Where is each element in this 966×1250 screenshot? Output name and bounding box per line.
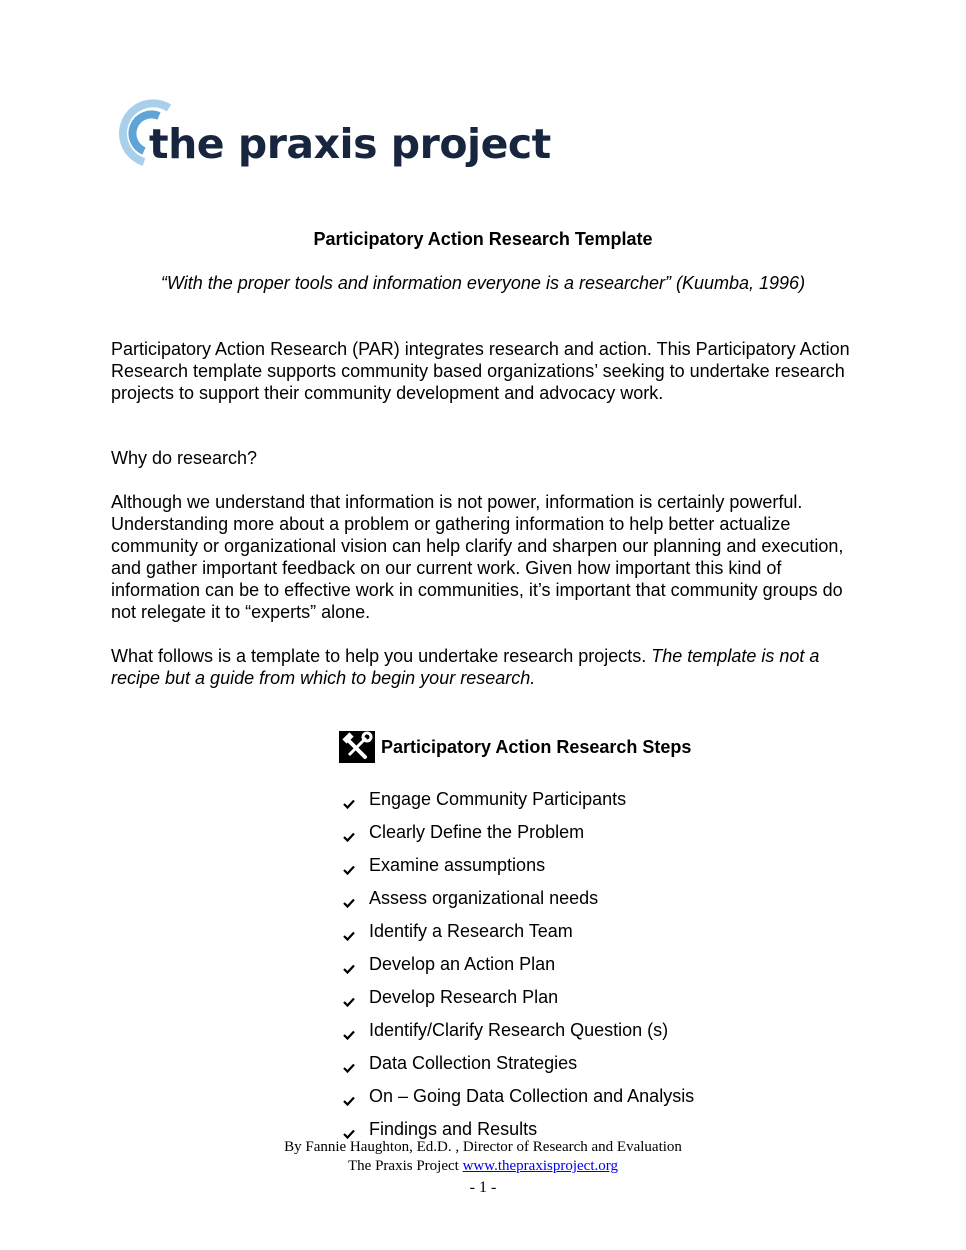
step-label: Develop an Action Plan xyxy=(369,954,556,974)
check-icon xyxy=(343,959,355,971)
praxis-logo xyxy=(104,90,551,185)
check-icon xyxy=(343,827,355,839)
step-label: Identify a Research Team xyxy=(369,921,573,941)
website-link[interactable]: www.thepraxisproject.org xyxy=(462,1158,618,1174)
template-text: What follows is a template to help you undertake research projects. xyxy=(111,646,652,666)
list-item xyxy=(343,1080,694,1113)
check-icon xyxy=(343,860,355,872)
tools-icon xyxy=(339,731,375,763)
check-icon xyxy=(343,1025,355,1037)
check-icon xyxy=(343,1124,355,1136)
step-label: Findings and Results xyxy=(369,1119,538,1139)
step-label: On – Going Data Collection and Analysis xyxy=(369,1086,695,1106)
check-icon xyxy=(343,926,355,938)
list-item xyxy=(343,1014,694,1047)
footer-author: By Fannie Haughton, Ed.D. , Director of Research and Evaluation xyxy=(284,1139,682,1155)
page-number: - 1 - xyxy=(469,1179,497,1196)
list-item xyxy=(343,816,694,849)
logo-wordmark: the praxis project xyxy=(149,120,551,168)
why-heading: Why do research? xyxy=(111,448,258,468)
list-item xyxy=(343,915,694,948)
step-label: Data Collection Strategies xyxy=(369,1053,578,1073)
steps-heading-label: Participatory Action Research Steps xyxy=(381,736,692,757)
list-item xyxy=(343,1047,694,1080)
step-label: Clearly Define the Problem xyxy=(369,822,585,842)
check-icon xyxy=(343,1058,355,1070)
list-item xyxy=(343,948,694,981)
check-icon xyxy=(343,794,355,806)
steps-heading xyxy=(339,731,691,763)
check-icon xyxy=(343,1091,355,1103)
template-paragraph xyxy=(111,645,861,689)
epigraph-quote: “With the proper tools and information everyone is a researcher” (Kuumba, 1996) xyxy=(160,273,806,293)
footer-org-name: The Praxis Project xyxy=(348,1158,463,1174)
list-item xyxy=(343,882,694,915)
template-note: The template is not a recipe but a guide from which to begin your research. xyxy=(111,646,820,688)
document-title: Participatory Action Research Template xyxy=(313,229,653,249)
intro-paragraph: Participatory Action Research (PAR) integrates research and action. This Participatory Action Research template supports community based organizations’ seeking to undertake research projects to support their community development and advocacy work. xyxy=(111,339,850,403)
steps-list xyxy=(343,783,694,1146)
check-icon xyxy=(343,893,355,905)
list-item xyxy=(343,849,694,882)
step-label: Identify/Clarify Research Question (s) xyxy=(369,1020,669,1040)
check-icon xyxy=(343,992,355,1004)
step-label: Examine assumptions xyxy=(369,855,546,875)
why-paragraph: Although we understand that information is not power, information is certainly powerful. Understanding more about a problem or gathering information to help better actualize community or organizational vision can help clarify and sharpen our planning and execution, and gather important feedback on our current work. Given how important this kind of information can be to effective work in communities, it’s important that community groups do not relegate it to “experts” alone. xyxy=(111,492,844,622)
step-label: Develop Research Plan xyxy=(369,987,559,1007)
step-label: Assess organizational needs xyxy=(369,888,599,908)
step-label: Engage Community Participants xyxy=(369,789,627,809)
footer-org xyxy=(0,1157,966,1176)
list-item xyxy=(343,783,694,816)
list-item xyxy=(343,981,694,1014)
